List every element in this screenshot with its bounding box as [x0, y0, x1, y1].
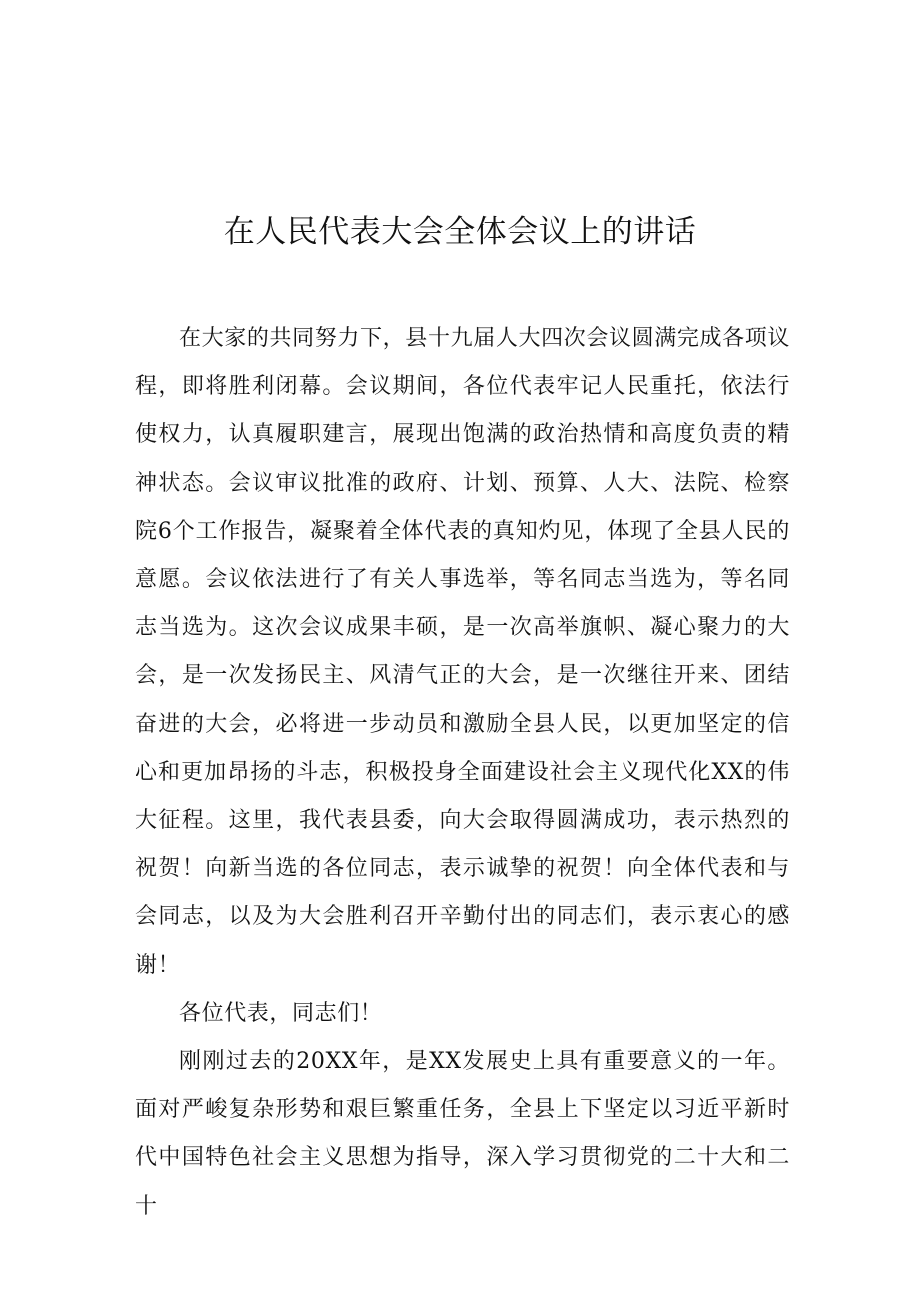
document-title: 在人民代表大会全体会议上的讲话 [223, 214, 697, 250]
paragraph-review: 刚刚过去的20XX年，是XX发展史上具有重要意义的一年。面对严峻复杂形势和艰巨繁重任务，全县上下坚定以习近平新时代中国特色社会主义思想为指导，深入学习贯彻党的二十大和二十 [135, 1049, 790, 1219]
paragraph-salutation: 各位代表，同志们！ [179, 1000, 383, 1026]
document-body [135, 315, 790, 1231]
paragraph-opening: 在大家的共同努力下，县十九届人大四次会议圆满完成各项议程，即将胜利闭幕。会议期间，各位代表牢记人民重托，依法行使权力，认真履职建言，展现出饱满的政治热情和高度负责的精神状态。会议审议批准的政府、计划、预算、人大、法院、检察院6个工作报告，凝聚着全体代表的真知灼见，体现了全县人民的意愿。会议依法进行了有关人事选举，等名同志当选为，等名同志当选为。这次会议成果丰硕，是一次高举旗帜、凝心聚力的大会，是一次发扬民主、风清气正的大会，是一次继往开来、团结奋进的大会，必将进一步动员和激励全县人民，以更加坚定的信心和更加昂扬的斗志，积极投身全面建设社会主义现代化XX的伟大征程。这里，我代表县委，向大会取得圆满成功，表示热烈的祝贺！向新当选的各位同志，表示诚挚的祝贺！向全体代表和与会同志，以及为大会胜利召开辛勤付出的同志们，表示衷心的感谢！ [135, 326, 790, 978]
